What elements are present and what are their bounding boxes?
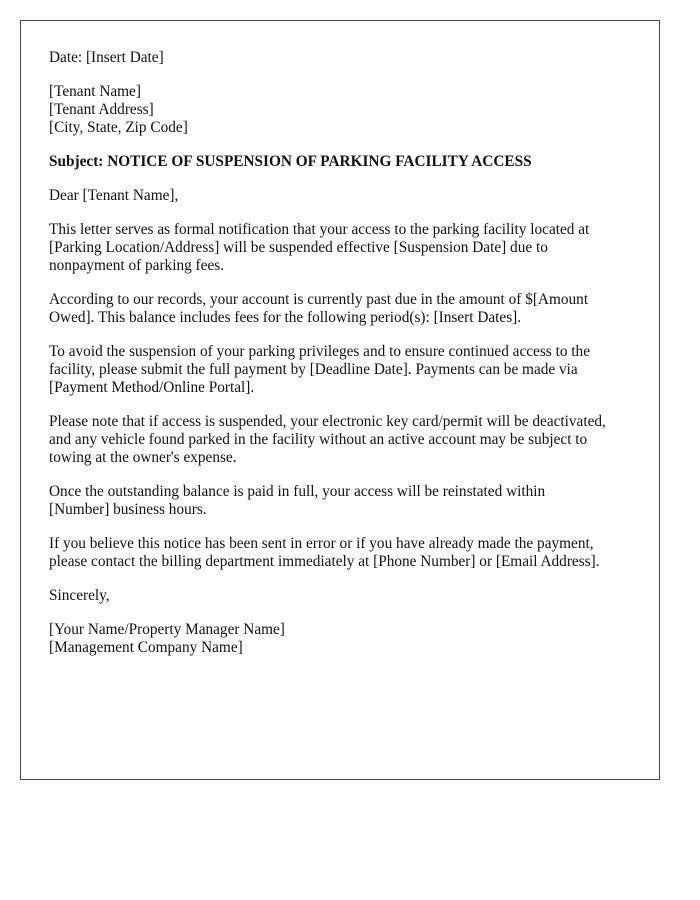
paragraph-line: towing at the owner's expense.: [49, 449, 237, 466]
paragraph-line: nonpayment of parking fees.: [49, 257, 225, 274]
paragraph-line: please contact the billing department immediately at [Phone Number] or [Email Address].: [49, 553, 600, 570]
date-line: [49, 49, 633, 67]
paragraph-line: [Parking Location/Address] will be suspended effective [Suspension Date] due to: [49, 239, 548, 256]
paragraph-line: According to our records, your account is currently past due in the amount of $[Amount: [49, 291, 589, 308]
paragraph-line: [Number] business hours.: [49, 501, 207, 518]
body-paragraph-2: [49, 291, 633, 327]
paragraph-line: To avoid the suspension of your parking privileges and to ensure continued access to the: [49, 343, 590, 360]
recipient-address: [Tenant Address]: [49, 101, 154, 118]
paragraph-line: Owed]. This balance includes fees for the following period(s): [Insert Dates].: [49, 309, 522, 326]
signature-company: [Management Company Name]: [49, 639, 243, 656]
closing: [49, 587, 633, 605]
paragraph-line: This letter serves as formal notification that your access to the parking facility located at: [49, 221, 590, 238]
closing-text: Sincerely,: [49, 587, 110, 604]
recipient-name: [Tenant Name]: [49, 83, 141, 100]
paragraph-line: [Payment Method/Online Portal].: [49, 379, 255, 396]
salutation: [49, 187, 633, 205]
paragraph-line: facility, please submit the full payment by [Deadline Date]. Payments can be made via: [49, 361, 578, 378]
subject-text: Subject: NOTICE OF SUSPENSION OF PARKING FACILITY ACCESS: [49, 153, 532, 170]
paragraph-line: If you believe this notice has been sent in error or if you have already made the payment,: [49, 535, 594, 552]
letter-page: [20, 20, 660, 780]
paragraph-line: Please note that if access is suspended, your electronic key card/permit will be deactivated,: [49, 413, 606, 430]
signature-block: [49, 621, 633, 657]
recipient-city-state-zip: [City, State, Zip Code]: [49, 119, 188, 136]
paragraph-line: and any vehicle found parked in the facility without an active account may be subject to: [49, 431, 588, 448]
body-paragraph-6: [49, 535, 633, 571]
subject-line: [49, 153, 633, 171]
body-paragraph-1: [49, 221, 633, 275]
body-paragraph-3: [49, 343, 633, 397]
body-paragraph-5: [49, 483, 633, 519]
paragraph-line: Once the outstanding balance is paid in full, your access will be reinstated within: [49, 483, 546, 500]
recipient-address-block: [49, 83, 633, 137]
date-text: Date: [Insert Date]: [49, 49, 164, 66]
signature-name: [Your Name/Property Manager Name]: [49, 621, 285, 638]
body-paragraph-4: [49, 413, 633, 467]
salutation-text: Dear [Tenant Name],: [49, 187, 179, 204]
